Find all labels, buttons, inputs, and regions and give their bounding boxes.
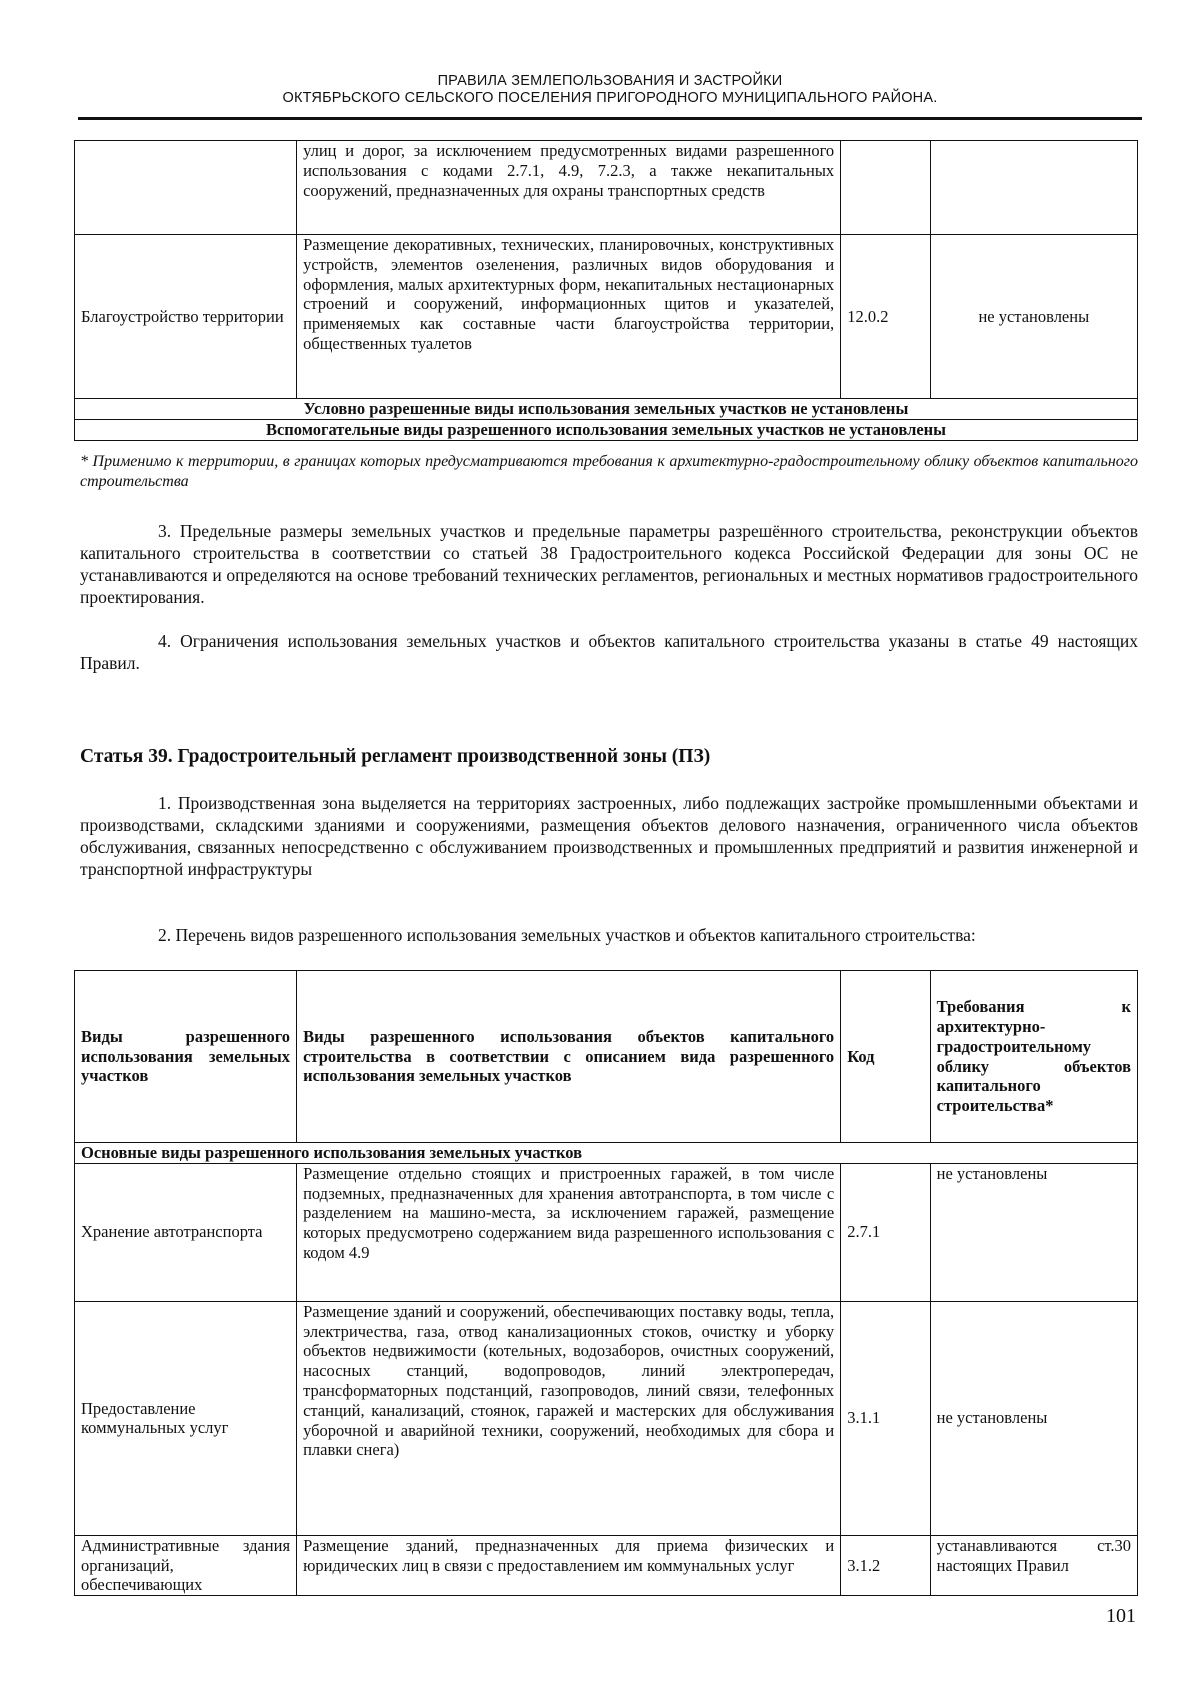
- table-cell: не установлены: [930, 235, 1137, 399]
- column-header: Виды разрешенного использования объектов капитального строительства в соответствии с описанием вида разрешенного использования земельных участков: [297, 971, 841, 1143]
- table-row: [75, 1535, 1138, 1595]
- table-cell: не установлены: [930, 1301, 1137, 1535]
- table-cell: Благоустройство территории: [75, 235, 297, 399]
- table-cell: [75, 141, 297, 235]
- article-heading: Статья 39. Градостроительный регламент производственной зоны (ПЗ): [80, 746, 711, 767]
- paragraph-4: 4. Ограничения использования земельных участков и объектов капитального строительства указаны в статье 49 настоящих Правил.: [80, 631, 1138, 673]
- table-cell: 3.1.2: [841, 1535, 930, 1595]
- table-cell: 2.7.1: [841, 1163, 930, 1301]
- table-row: [75, 419, 1138, 440]
- header-line-2: ОКТЯБРЬСКОГО СЕЛЬСКОГО ПОСЕЛЕНИЯ ПРИГОРОДНОГО МУНИЦИПАЛЬНОГО РАЙОНА.: [282, 90, 938, 106]
- header-rule: [78, 117, 1142, 120]
- column-header: Требования к архитектурно-градостроительному облику объектов капитального строительства*: [930, 971, 1137, 1143]
- table-header-row: [75, 971, 1138, 1143]
- table-cell: Размещение зданий и сооружений, обеспечивающих поставку воды, тепла, электричества, газа, отвод канализационных стоков, очистку и уборку объектов недвижимости (котельных, водозаборов, очистных сооружений, насосных станций, водопроводов, линий электропередач, трансформаторных подстанций, газопроводов, линий связи, телефонных станций, канализаций, стоянок, гаражей и мастерских для обслуживания уборочной и аварийной техники, сооружений, необходимых для сбора и плавки снега): [297, 1301, 841, 1535]
- table-cell: Размещение отдельно стоящих и пристроенных гаражей, в том числе подземных, предназначенных для хранения автотранспорта, в том числе с разделением на машино-места, за исключением гаражей, размещение которых предусмотрено содержанием вида разрешенного использования с кодом 4.9: [297, 1163, 841, 1301]
- table-cell: Размещение декоративных, технических, планировочных, конструктивных устройств, элементов озеленения, различных видов оборудования и оформления, малых архитектурных форм, некапитальных нестационарных строений и сооружений, информационных щитов и указателей, применяемых как составные части благоустройства территории, общественных туалетов: [297, 235, 841, 399]
- article-paragraph-1: 1. Производственная зона выделяется на территориях застроенных, либо подлежащих застройке промышленными объектами и производствами, складскими зданиями и сооружениями, размещения объектов делового назначения, ограниченного числа объектов обслуживания, связанных непосредственно с обслуживанием производственных и промышленных предприятий и развития инженерной и транспортной инфраструктуры: [80, 793, 1138, 879]
- table-row: [75, 1301, 1138, 1535]
- table-row: [75, 399, 1138, 420]
- table-row: [75, 141, 1138, 235]
- table-cell: [841, 141, 930, 235]
- section-row: Основные виды разрешенного использования земельных участков: [75, 1143, 1138, 1164]
- page-number: 101: [1106, 1605, 1136, 1627]
- table-cell: улиц и дорог, за исключением предусмотренных видами разрешенного использования с кодами 2.7.1, 4.9, 7.2.3, а также некапитальных сооружений, предназначенных для охраны транспортных средств: [297, 141, 841, 235]
- paragraph-3: 3. Предельные размеры земельных участков и предельные параметры разрешённого строительства, реконструкции объектов капитального строительства в соответствии со статьей 38 Градостроительного кодекса Российской Федерации для зоны ОС не устанавливаются и определяются на основе требований технических регламентов, региональных и местных нормативов градостроительного проектирования.: [80, 521, 1138, 607]
- table-cell: [930, 141, 1137, 235]
- regulation-table-continued: [74, 140, 1138, 441]
- footnote: * Применимо к территории, в границах которых предусматриваются требования к архитектурно-градостроительному облику объектов капитального строительства: [80, 453, 1138, 490]
- article-paragraph-2: 2. Перечень видов разрешенного использования земельных участков и объектов капитального строительства:: [158, 925, 976, 945]
- table-row: [75, 235, 1138, 399]
- column-header: Виды разрешенного использования земельных участков: [75, 971, 297, 1143]
- auxiliary-uses-row: Вспомогательные виды разрешенного использования земельных участков не установлены: [75, 419, 1138, 440]
- column-header: Код: [841, 971, 930, 1143]
- table-cell: Административные здания организаций, обеспечивающих: [75, 1535, 297, 1595]
- table-cell: Предоставление коммунальных услуг: [75, 1301, 297, 1535]
- header-line-1: ПРАВИЛА ЗЕМЛЕПОЛЬЗОВАНИЯ И ЗАСТРОЙКИ: [437, 73, 783, 89]
- table-cell: устанавливаются ст.30 настоящих Правил: [930, 1535, 1137, 1595]
- table-row: [75, 1143, 1138, 1164]
- table-cell: 12.0.2: [841, 235, 930, 399]
- conditional-uses-row: Условно разрешенные виды использования земельных участков не установлены: [75, 399, 1138, 420]
- table-cell: не установлены: [930, 1163, 1137, 1301]
- table-cell: Размещение зданий, предназначенных для приема физических и юридических лиц в связи с предоставлением им коммунальных услуг: [297, 1535, 841, 1595]
- table-cell: 3.1.1: [841, 1301, 930, 1535]
- table-row: [75, 1163, 1138, 1301]
- running-header: [80, 73, 1140, 107]
- table-cell: Хранение автотранспорта: [75, 1163, 297, 1301]
- regulation-table: [74, 970, 1138, 1596]
